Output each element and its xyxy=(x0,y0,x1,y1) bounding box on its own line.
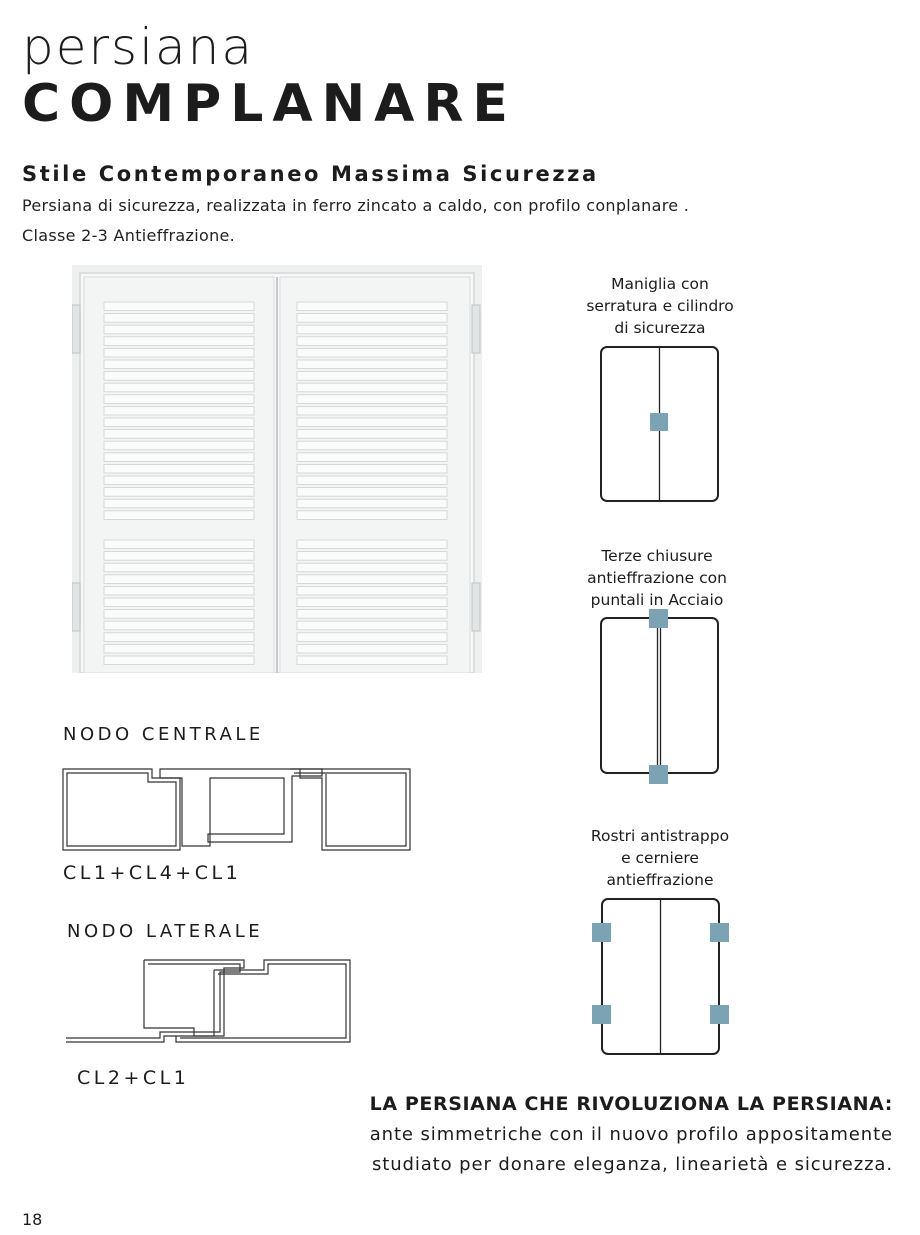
feature-1-label xyxy=(560,273,760,339)
shutter-slat xyxy=(297,441,447,450)
shutter-slat xyxy=(104,633,254,642)
shutter-photo xyxy=(72,265,482,673)
shutter-slat xyxy=(297,563,447,572)
shutter-slat xyxy=(297,644,447,653)
bottom-bolt-marker xyxy=(649,765,668,784)
feature-3-diagram xyxy=(588,894,734,1060)
shutter-slat xyxy=(297,586,447,595)
shutter-slat xyxy=(297,633,447,642)
description-line-2: Classe 2-3 Antieffrazione. xyxy=(22,226,236,245)
shutter-slat xyxy=(297,499,447,508)
shutter-slat xyxy=(297,360,447,369)
shutter-slat xyxy=(297,418,447,427)
shutter-slat xyxy=(104,610,254,619)
shutter-slat xyxy=(297,453,447,462)
feature-2-line-2: antieffrazione con xyxy=(587,569,727,587)
feature-2-line-1: Terze chiusure xyxy=(601,547,713,565)
feature-3-line-1: Rostri antistrappo xyxy=(590,827,730,845)
shutter-slat xyxy=(297,621,447,630)
shutter-slat xyxy=(297,406,447,415)
node-lateral-code: CL2+CL1 xyxy=(77,1067,190,1089)
shutter-slat xyxy=(104,464,254,473)
shutter-slat xyxy=(297,430,447,439)
subtitle: Stile Contemporaneo Massima Sicurezza xyxy=(22,162,599,186)
feature-1-diagram xyxy=(596,342,724,508)
shutter-slat xyxy=(297,325,447,334)
shutter-slat xyxy=(297,575,447,584)
shutter-slat xyxy=(297,337,447,346)
feature-1-line-1: Maniglia con xyxy=(611,275,709,293)
shutter-slat xyxy=(297,598,447,607)
shutter-slat xyxy=(104,395,254,404)
shutter-slat xyxy=(297,395,447,404)
shutter-slat xyxy=(104,418,254,427)
shutter-slat xyxy=(104,430,254,439)
hinge-marker-top-right xyxy=(710,923,729,942)
hinge-marker-bottom-left xyxy=(592,1005,611,1024)
shutter-slat xyxy=(104,348,254,357)
hinge-marker-bottom-right xyxy=(710,1005,729,1024)
shutter-slat xyxy=(104,499,254,508)
shutter-slat xyxy=(104,372,254,381)
shutter-slat xyxy=(104,337,254,346)
shutter-slat xyxy=(297,464,447,473)
node-central-title: NODO CENTRALE xyxy=(63,724,264,745)
shutter-slat xyxy=(104,314,254,323)
feature-3-line-3: antieffrazione xyxy=(606,871,714,889)
shutter-slat xyxy=(297,302,447,311)
title-bold: COMPLANARE xyxy=(22,74,517,134)
shutter-slat xyxy=(104,488,254,497)
shutter-slat xyxy=(104,552,254,561)
shutter-slat xyxy=(104,302,254,311)
feature-1-line-2: serratura e cilindro xyxy=(586,297,734,315)
feature-1-line-3: di sicurezza xyxy=(614,319,706,337)
shutter-slat xyxy=(104,563,254,572)
claim-heading: LA PERSIANA CHE RIVOLUZIONA LA PERSIANA: xyxy=(369,1093,893,1115)
node-central-code: CL1+CL4+CL1 xyxy=(63,862,242,884)
node-lateral-diagram xyxy=(64,956,356,1048)
shutter-slat xyxy=(297,476,447,485)
shutter-slat xyxy=(104,656,254,665)
feature-2-line-3: puntali in Acciaio xyxy=(590,591,724,609)
shutter-slat xyxy=(104,453,254,462)
shutter-slat xyxy=(104,383,254,392)
shutter-slat xyxy=(104,476,254,485)
shutter-slat xyxy=(297,656,447,665)
shutter-slat xyxy=(297,314,447,323)
hinge-marker-top-left xyxy=(592,923,611,942)
feature-2-diagram xyxy=(596,605,724,787)
shutter-slat xyxy=(104,511,254,520)
shutter-slat xyxy=(104,575,254,584)
shutter-slat xyxy=(104,540,254,549)
node-lateral-title: NODO LATERALE xyxy=(67,921,264,942)
top-bolt-marker xyxy=(649,609,668,628)
feature-3-label xyxy=(560,825,760,891)
shutter-slat xyxy=(297,610,447,619)
shutter-slat xyxy=(104,360,254,369)
shutter-slat xyxy=(297,372,447,381)
page-number: 18 xyxy=(22,1210,43,1229)
lock-marker xyxy=(650,413,668,431)
shutter-slat xyxy=(297,348,447,357)
shutter-slat xyxy=(104,441,254,450)
shutter-slat xyxy=(104,325,254,334)
claim-line-1: ante simmetriche con il nuovo profilo appositamente xyxy=(369,1124,893,1145)
shutter-slat xyxy=(104,586,254,595)
shutter-slat xyxy=(297,488,447,497)
description-line-1: Persiana di sicurezza, realizzata in ferro zincato a caldo, con profilo conplanare . xyxy=(22,196,690,215)
shutter-slat xyxy=(297,552,447,561)
shutter-slat xyxy=(104,598,254,607)
title-light: persiana xyxy=(22,18,254,76)
shutter-slat xyxy=(104,644,254,653)
shutter-slat xyxy=(297,511,447,520)
shutter-slat xyxy=(104,621,254,630)
shutter-slat xyxy=(104,406,254,415)
claim-line-2: studiato per donare eleganza, linearietà e sicurezza. xyxy=(371,1154,893,1175)
shutter-slat xyxy=(297,383,447,392)
feature-3-line-2: e cerniere xyxy=(621,849,699,867)
node-central-diagram xyxy=(60,764,420,856)
shutter-slat xyxy=(297,540,447,549)
feature-2-label xyxy=(557,545,757,611)
